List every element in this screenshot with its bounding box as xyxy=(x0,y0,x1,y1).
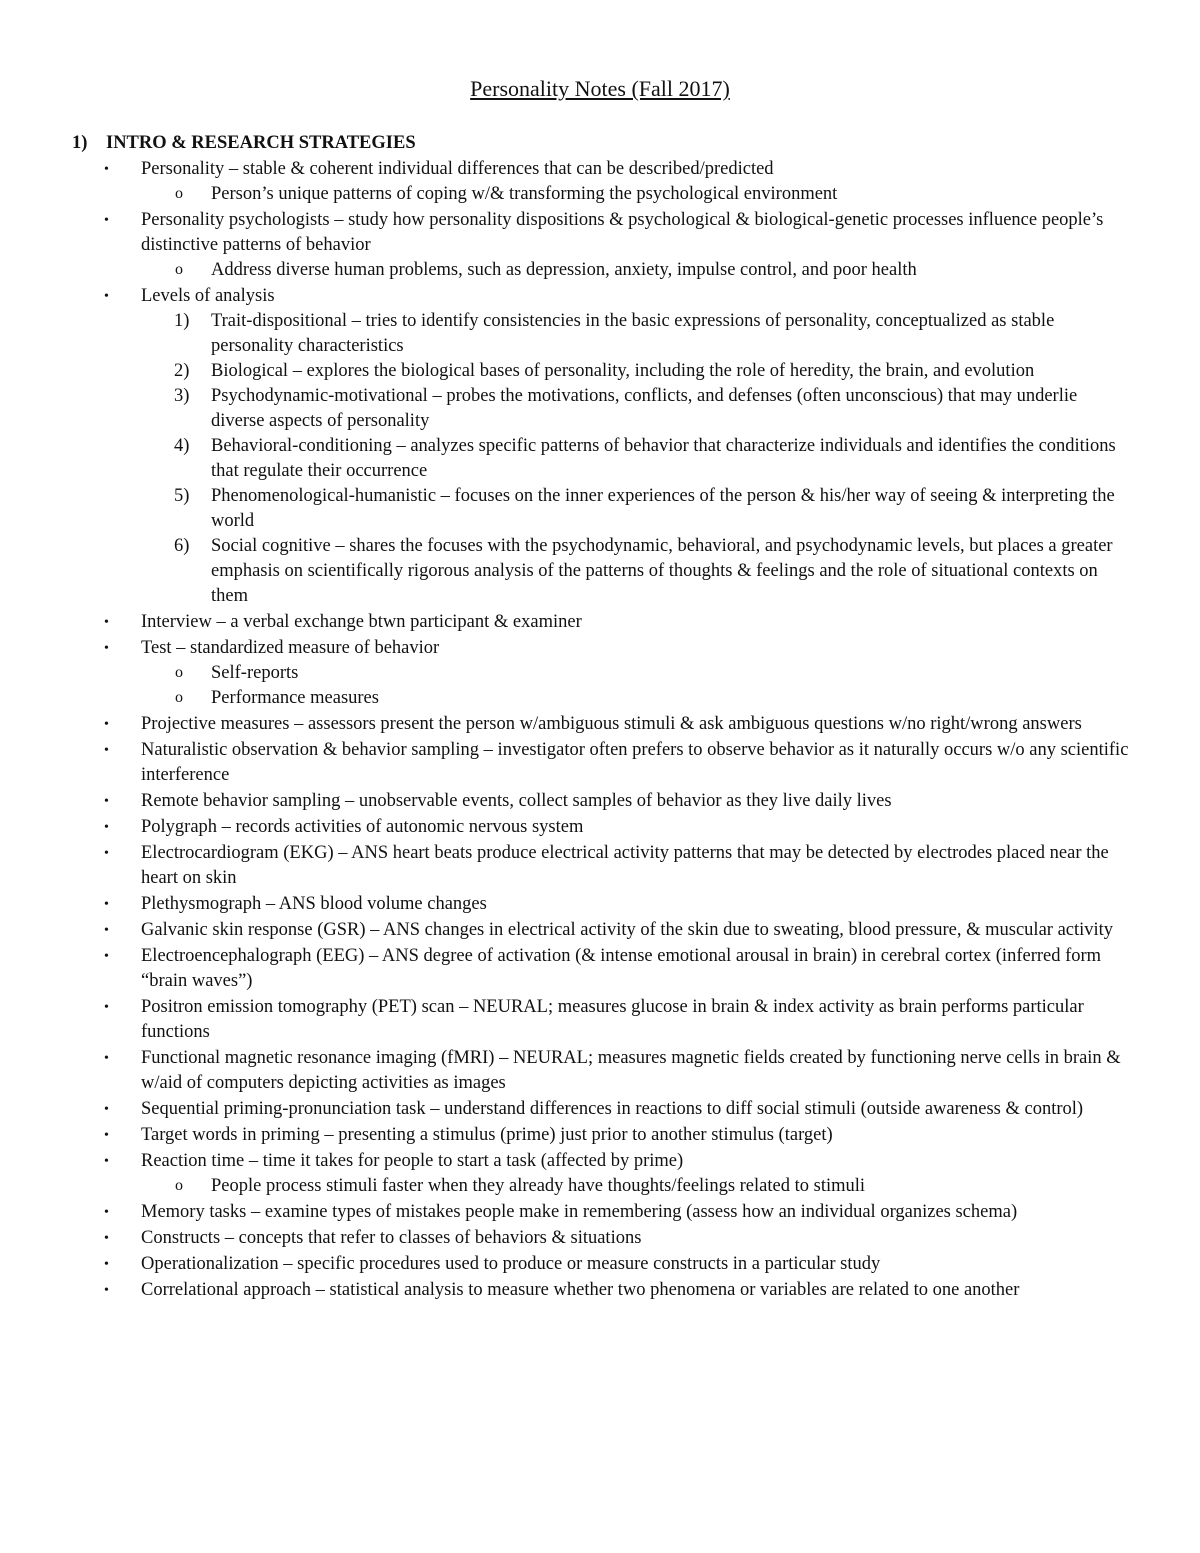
sub-bullet-icon: o xyxy=(175,261,183,278)
list-item xyxy=(0,610,1131,635)
bullet-icon: • xyxy=(104,1231,109,1246)
page-title: Personality Notes (Fall 2017) xyxy=(470,76,730,101)
item-text: Interview – a verbal exchange btwn participant & examiner xyxy=(141,612,582,632)
bullet-icon: • xyxy=(104,846,109,861)
sub-bullet-icon: o xyxy=(175,185,183,202)
list-item xyxy=(0,1123,1131,1148)
item-text: Electrocardiogram (EKG) – ANS heart beats produce electrical activity patterns that may be detected by electrodes placed near the heart on skin xyxy=(141,843,1109,888)
sub-list-item xyxy=(0,484,1131,534)
list-item xyxy=(0,1046,1131,1096)
sub-list-item xyxy=(0,1174,1131,1199)
sub-list-item xyxy=(0,258,1131,283)
bullet-icon: • xyxy=(104,641,109,656)
bullet-icon: • xyxy=(104,1102,109,1117)
section-number: 1) xyxy=(72,133,88,153)
list-item xyxy=(0,712,1131,737)
sub-list-item xyxy=(0,686,1131,711)
sub-list-item xyxy=(0,309,1131,359)
item-text: Test – standardized measure of behavior xyxy=(141,638,440,658)
sub-list-item xyxy=(0,182,1131,207)
section-heading xyxy=(72,131,1132,155)
list-item xyxy=(0,738,1131,788)
bullet-icon: • xyxy=(104,820,109,835)
sub-bullet-icon: o xyxy=(175,664,183,681)
item-text: Performance measures xyxy=(211,688,379,708)
item-text: Behavioral-conditioning – analyzes specific patterns of behavior that characterize individuals and identifies the conditions that regulate their occurrence xyxy=(211,436,1116,481)
item-text: Functional magnetic resonance imaging (fMRI) – NEURAL; measures magnetic fields created by functioning nerve cells in brain & w/aid of computers depicting activities as images xyxy=(141,1048,1121,1093)
item-text: Projective measures – assessors present the person w/ambiguous stimuli & ask ambiguous questions w/no right/wrong answers xyxy=(141,714,1082,734)
bullet-icon: • xyxy=(104,794,109,809)
item-number: 1) xyxy=(174,311,190,331)
bullet-icon: • xyxy=(104,1205,109,1220)
list-item xyxy=(0,815,1131,840)
item-number: 4) xyxy=(174,436,190,456)
sub-list-item xyxy=(0,359,1131,384)
item-text: Address diverse human problems, such as depression, anxiety, impulse control, and poor health xyxy=(211,260,917,280)
item-text: Personality – stable & coherent individual differences that can be described/predicted xyxy=(141,159,774,179)
bullet-icon: • xyxy=(104,289,109,304)
item-text: Polygraph – records activities of autonomic nervous system xyxy=(141,817,584,837)
item-text: Operationalization – specific procedures used to produce or measure constructs in a particular study xyxy=(141,1254,881,1274)
bullet-icon: • xyxy=(104,615,109,630)
list-item xyxy=(0,1278,1131,1303)
sub-bullet-icon: o xyxy=(175,689,183,706)
sub-bullet-icon: o xyxy=(175,1177,183,1194)
bullet-icon: • xyxy=(104,897,109,912)
list-item xyxy=(0,208,1131,258)
item-text: Biological – explores the biological bases of personality, including the role of heredity, the brain, and evolution xyxy=(211,361,1035,381)
item-text: Levels of analysis xyxy=(141,286,275,306)
list-item xyxy=(0,944,1131,994)
item-text: Plethysmograph – ANS blood volume changes xyxy=(141,894,487,914)
list-item xyxy=(0,995,1131,1045)
item-number: 6) xyxy=(174,536,190,556)
section-heading-text: INTRO & RESEARCH STRATEGIES xyxy=(106,133,416,153)
item-text: Remote behavior sampling – unobservable events, collect samples of behavior as they live daily lives xyxy=(141,791,892,811)
list-item xyxy=(0,918,1131,943)
list-item xyxy=(0,157,1131,182)
item-text: Social cognitive – shares the focuses with the psychodynamic, behavioral, and psychodynamic levels, but places a greater emphasis on scientifically rigorous analysis of the patterns of thoughts & feelings and the role of situational contexts on them xyxy=(211,536,1113,606)
sub-list-item xyxy=(0,534,1131,609)
item-text: Constructs – concepts that refer to classes of behaviors & situations xyxy=(141,1228,642,1248)
item-number: 2) xyxy=(174,361,190,381)
list-item xyxy=(0,892,1131,917)
item-text: Naturalistic observation & behavior sampling – investigator often prefers to observe behavior as it naturally occurs w/o any scientific interference xyxy=(141,740,1129,785)
item-text: Target words in priming – presenting a stimulus (prime) just prior to another stimulus (target) xyxy=(141,1125,833,1145)
item-text: Reaction time – time it takes for people to start a task (affected by prime) xyxy=(141,1151,684,1171)
list-item xyxy=(0,284,1131,309)
item-text: Psychodynamic-motivational – probes the motivations, conflicts, and defenses (often unconscious) that may underlie diverse aspects of personality xyxy=(211,386,1078,431)
item-text: Personality psychologists – study how personality dispositions & psychological & biological-genetic processes influence people’s distinctive patterns of behavior xyxy=(141,210,1104,255)
bullet-icon: • xyxy=(104,1283,109,1298)
notes-list xyxy=(0,156,1200,1303)
item-text: Self-reports xyxy=(211,663,299,683)
bullet-icon: • xyxy=(104,1051,109,1066)
item-text: People process stimuli faster when they already have thoughts/feelings related to stimuli xyxy=(211,1176,866,1196)
bullet-icon: • xyxy=(104,1257,109,1272)
item-text: Electroencephalograph (EEG) – ANS degree of activation (& intense emotional arousal in brain) in cerebral cortex (inferred form “brain waves”) xyxy=(141,946,1102,991)
bullet-icon: • xyxy=(104,1000,109,1015)
bullet-icon: • xyxy=(104,923,109,938)
item-text: Galvanic skin response (GSR) – ANS changes in electrical activity of the skin due to sweating, blood pressure, & muscular activity xyxy=(141,920,1114,940)
item-text: Trait-dispositional – tries to identify consistencies in the basic expressions of personality, conceptualized as stable personality characteristics xyxy=(211,311,1055,356)
bullet-icon: • xyxy=(104,213,109,228)
item-text: Phenomenological-humanistic – focuses on the inner experiences of the person & his/her way of seeing & interpreting the world xyxy=(211,486,1115,531)
list-item xyxy=(0,789,1131,814)
item-number: 3) xyxy=(174,386,190,406)
bullet-icon: • xyxy=(104,743,109,758)
bullet-icon: • xyxy=(104,162,109,177)
item-text: Correlational approach – statistical analysis to measure whether two phenomena or variables are related to one another xyxy=(141,1280,1020,1300)
sub-list-item xyxy=(0,434,1131,484)
item-text: Positron emission tomography (PET) scan – NEURAL; measures glucose in brain & index activity as brain performs particular functions xyxy=(141,997,1084,1042)
item-text: Person’s unique patterns of coping w/& transforming the psychological environment xyxy=(211,184,838,204)
list-item xyxy=(0,1149,1131,1174)
list-item xyxy=(0,841,1131,891)
list-item xyxy=(0,636,1131,661)
list-item xyxy=(0,1252,1131,1277)
item-number: 5) xyxy=(174,486,190,506)
bullet-icon: • xyxy=(104,949,109,964)
sub-list-item xyxy=(0,661,1131,686)
bullet-icon: • xyxy=(104,1154,109,1169)
item-text: Sequential priming-pronunciation task – understand differences in reactions to diff social stimuli (outside awareness & control) xyxy=(141,1099,1084,1119)
list-item xyxy=(0,1200,1131,1225)
bullet-icon: • xyxy=(104,1128,109,1143)
sub-list-item xyxy=(0,384,1131,434)
bullet-icon: • xyxy=(104,717,109,732)
list-item xyxy=(0,1226,1131,1251)
item-text: Memory tasks – examine types of mistakes people make in remembering (assess how an individual organizes schema) xyxy=(141,1202,1018,1222)
list-item xyxy=(0,1097,1131,1122)
